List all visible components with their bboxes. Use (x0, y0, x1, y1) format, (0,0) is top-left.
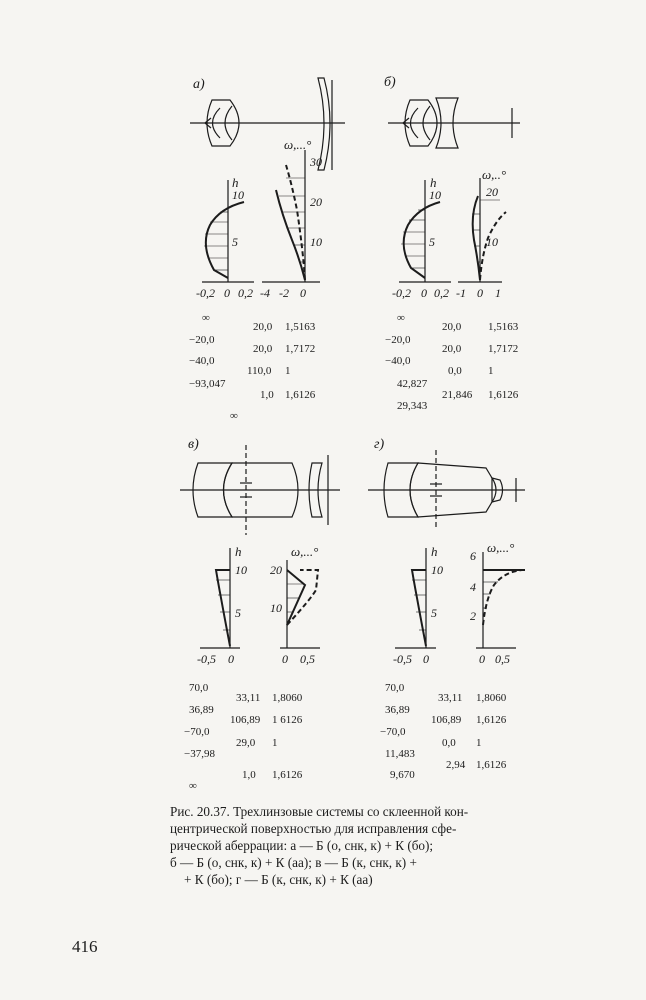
panel-g-w-tick: 4 (470, 580, 476, 594)
panel-g-radius: 9,670 (390, 769, 415, 781)
panel-g-h-axis-title: h (431, 544, 438, 559)
panel-v-radius: ∞ (189, 780, 197, 792)
panel-v-radius: 36,89 (189, 704, 214, 716)
panel-g-label: г) (374, 437, 385, 452)
panel-a-h-xtick: -0,2 (196, 286, 215, 300)
panel-v-w-tick: 10 (270, 601, 282, 615)
caption-line: б — Б (о, снк, к) + К (аа); в — Б (к, снк, к) + (170, 855, 417, 870)
panel-b-index: 1,7172 (488, 343, 519, 355)
panel-g-thickness: 33,11 (438, 692, 463, 704)
panel-b-radius: −40,0 (385, 355, 411, 367)
panel-g-h-tick: 5 (431, 606, 437, 620)
panel-a-h-xtick: 0,2 (238, 286, 253, 300)
panel-b-w-xtick: -1 (456, 286, 466, 300)
panel-g-h-xtick: 0 (423, 652, 429, 666)
panel-a-w-tick: 20 (310, 195, 322, 209)
panel-g-radius: −70,0 (380, 726, 406, 738)
caption-line: рической аберрации: а — Б (о, снк, к) + К (бо); (170, 838, 434, 853)
panel-b-h-xtick: 0,2 (434, 286, 449, 300)
panel-v-label: в) (188, 437, 199, 452)
panel-a-label: а) (193, 77, 205, 92)
panel-a-w-xtick: -4 (260, 286, 270, 300)
panel-g-radius: 11,483 (385, 748, 415, 760)
panel-a-radius: −93,047 (189, 378, 226, 390)
panel-a-h-tick: 10 (232, 188, 244, 202)
panel-v-h-tick: 5 (235, 606, 241, 620)
panel-g-radius: 36,89 (385, 704, 410, 716)
panel-v-thickness: 29,0 (236, 737, 256, 749)
panel-v-w-xtick: 0,5 (300, 652, 315, 666)
page-number: 416 (72, 937, 98, 956)
panel-a-radius: −40,0 (189, 355, 215, 367)
caption-line: + К (бо); г — Б (к, снк, к) + К (аа) (184, 872, 373, 887)
panel-b-index: 1,5163 (488, 321, 519, 333)
panel-g-index: 1,6126 (476, 759, 507, 771)
panel-a-h-xtick: 0 (224, 286, 230, 300)
panel-v-radius: −37,98 (184, 748, 215, 760)
panel-a-w-tick: 10 (310, 235, 322, 249)
panel-v-index: 1,6126 (272, 769, 303, 781)
panel-g-w-tick: 2 (470, 609, 476, 623)
panel-v-w-tick: 20 (270, 563, 282, 577)
panel-b-h-xtick: -0,2 (392, 286, 411, 300)
panel-b-h-xtick: 0 (421, 286, 427, 300)
panel-b-w-xtick: 0 (477, 286, 483, 300)
panel-g-radius: 70,0 (385, 682, 405, 694)
panel-g-thickness: 2,94 (446, 759, 466, 771)
panel-b-index: 1,6126 (488, 389, 519, 401)
panel-v-h-xtick: -0,5 (197, 652, 216, 666)
panel-b-radius: −20,0 (385, 334, 411, 346)
panel-a-h-tick: 5 (232, 235, 238, 249)
panel-v-w-axis-title: ω,...° (291, 544, 319, 559)
panel-v-w-xtick: 0 (282, 652, 288, 666)
panel-v-h-xtick: 0 (228, 652, 234, 666)
panel-g-w-tick: 6 (470, 549, 476, 563)
panel-a-w-xtick: 0 (300, 286, 306, 300)
panel-g-w-xtick: 0,5 (495, 652, 510, 666)
panel-a-h-axis-title: h (232, 175, 239, 190)
panel-v-h-axis-title: h (235, 544, 242, 559)
panel-a-index: 1 (285, 365, 291, 377)
panel-g-h-xtick: -0,5 (393, 652, 412, 666)
panel-v-index: 1 (272, 737, 278, 749)
figure-caption (170, 803, 526, 888)
panel-v-index: 1 6126 (272, 714, 303, 726)
panel-b-w-axis-title: ω,..° (482, 167, 507, 182)
panel-a-w-axis-title: ω,...° (284, 137, 312, 152)
panel-a-radius: ∞ (230, 410, 238, 422)
panel-g-thickness: 106,89 (431, 714, 462, 726)
panel-g-w-xtick: 0 (479, 652, 485, 666)
panel-a-thickness: 20,0 (253, 321, 273, 333)
panel-b-label: б) (384, 75, 396, 90)
panel-v-radius: −70,0 (184, 726, 210, 738)
panel-g-thickness: 0,0 (442, 737, 456, 749)
panel-v-thickness: 1,0 (242, 769, 256, 781)
panel-b-h-axis-title: h (430, 175, 437, 190)
panel-b-radius: 29,343 (397, 400, 428, 412)
panel-b-radius: 42,827 (397, 378, 428, 390)
panel-a-index: 1,6126 (285, 389, 316, 401)
panel-a-index: 1,5163 (285, 321, 316, 333)
caption-line: центрической поверхностью для исправления сфе- (170, 821, 457, 836)
panel-v-radius: 70,0 (189, 682, 209, 694)
panel-b-radius: ∞ (397, 312, 405, 324)
panel-g-w-axis-title: ω,...° (487, 540, 515, 555)
panel-b-w-tick: 20 (486, 185, 498, 199)
panel-a-w-tick: 30 (310, 155, 322, 169)
panel-g-h-tick: 10 (431, 563, 443, 577)
panel-b-h-tick: 5 (429, 235, 435, 249)
panel-a-radius: ∞ (202, 312, 210, 324)
panel-a-radius: −20,0 (189, 334, 215, 346)
panel-v-index: 1,8060 (272, 692, 303, 704)
panel-a-index: 1,7172 (285, 343, 316, 355)
panel-b-thickness: 0,0 (448, 365, 462, 377)
panel-a-w-xtick: -2 (279, 286, 289, 300)
panel-v-thickness: 33,11 (236, 692, 261, 704)
panel-v-thickness: 106,89 (230, 714, 261, 726)
panel-a-thickness: 110,0 (247, 365, 272, 377)
panel-b-thickness: 21,846 (442, 389, 473, 401)
panel-a-thickness: 1,0 (260, 389, 274, 401)
panel-v-h-tick: 10 (235, 563, 247, 577)
caption-line: Рис. 20.37. Трехлинзовые системы со склеенной кон- (170, 804, 469, 819)
panel-b-w-xtick: 1 (495, 286, 501, 300)
panel-b-h-tick: 10 (429, 188, 441, 202)
panel-b-index: 1 (488, 365, 494, 377)
panel-b-w-tick: 10 (486, 235, 498, 249)
panel-g-index: 1,8060 (476, 692, 507, 704)
panel-g-index: 1,6126 (476, 714, 507, 726)
panel-g-index: 1 (476, 737, 482, 749)
panel-a-thickness: 20,0 (253, 343, 273, 355)
panel-b-thickness: 20,0 (442, 321, 462, 333)
panel-b-thickness: 20,0 (442, 343, 462, 355)
